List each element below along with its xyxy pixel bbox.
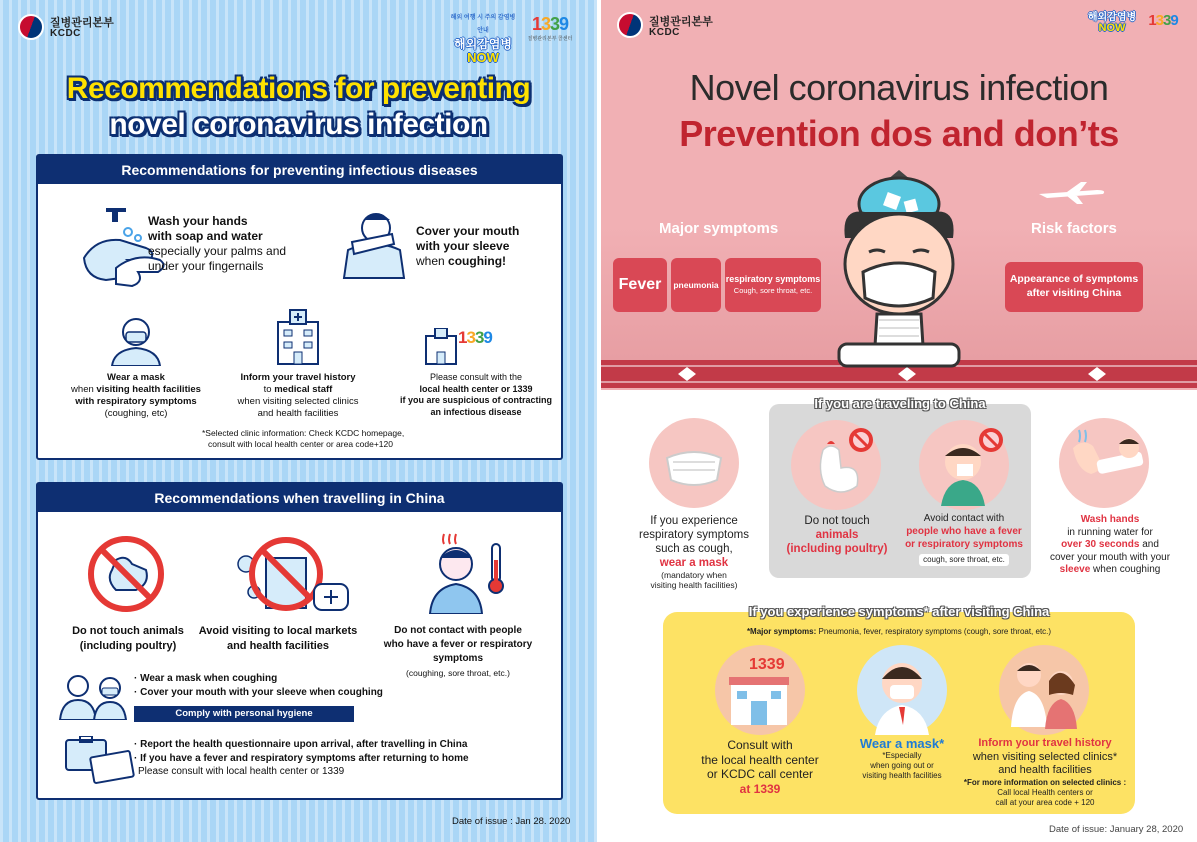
washing-hands-icon [1059, 418, 1149, 508]
campaign-logo-right: 해외감염병 NOW [1087, 12, 1137, 34]
hygiene-badge: Comply with personal hygiene recommendations [134, 706, 354, 722]
risk-factors-heading: Risk factors [1031, 220, 1117, 237]
passport-luggage-icon [62, 736, 138, 784]
clinic-icon [424, 328, 458, 366]
campaign-now: NOW [467, 50, 499, 65]
wash-hands-text: Wash your hands with soap and water especially your palms and under your fingernails [148, 214, 287, 273]
major-symptoms-heading: Major symptoms [659, 220, 779, 237]
wear-mask-advice: Wear a mask* *Especially when going out or visiting health facilities [859, 736, 945, 780]
campaign-name: 해외감염병 [454, 37, 512, 51]
avoid-markets-text: Avoid visiting to local markets and health facilities [198, 625, 358, 652]
call-center-circle [715, 645, 805, 735]
hospital-icon [270, 308, 326, 366]
org-name-ko: 질병관리본부 [50, 17, 114, 29]
wash-circle [1059, 418, 1149, 508]
cough-sleeve-icon [334, 208, 412, 280]
kcdc-logo-icon-right [617, 12, 643, 38]
call-center-advice: Consult with the local health center or KCDC call center at 1339 [701, 738, 819, 796]
health-center-icon [715, 645, 805, 735]
risk-factor-badge: Appearance of symptoms after visiting China [1005, 262, 1143, 312]
consult-text: Please consult with the local health center or 1339 if you are suspicious of contracting an infectious disease [399, 372, 553, 417]
panel-infectious-diseases [36, 154, 563, 460]
mask-text: Wear a mask when visiting health facilities with respiratory symptoms (coughing, etc) [71, 372, 201, 419]
hotline-number: 1339 [531, 14, 569, 34]
major-symptoms-note: *Major symptoms: Pneumonia, fever, respiratory symptoms (cough, sore throat, etc.) [746, 627, 1052, 636]
1339-sign-icon: 1339 [749, 656, 785, 673]
issue-date-left: Date of issue : Jan 28. 2020 [452, 816, 571, 827]
wash-hands-advice: Wash hands in running water for over 30 seconds and cover your mouth with your sleeve when coughing [1049, 514, 1171, 575]
page-title-line2: novel coronavirus infection [109, 108, 488, 141]
no-animals-advice: Do not touch animals (including poultry) [786, 515, 888, 555]
report-bullets: · Report the health questionnaire upon arrival, after travelling in China · If you have a fever and respiratory symptoms after returning to home Please consult with local health center or 1339 [134, 739, 469, 777]
issue-date-right: Date of issue: January 28, 2020 [1049, 824, 1184, 835]
org-name-en-right: KCDC [649, 27, 680, 38]
doctor-circle [999, 645, 1089, 735]
right-title-line1: Novel coronavirus infection [689, 67, 1109, 108]
hotline-logo-right: 1339 [1148, 12, 1178, 29]
sick-person-illustration [825, 168, 973, 372]
chicken-icon [791, 420, 881, 510]
airplane-icon [1037, 178, 1107, 206]
avoid-contact-advice: Avoid contact with people who have a fever or respiratory symptoms cough, sore throat, etc. [905, 513, 1023, 564]
no-markets-icon [230, 534, 356, 616]
campaign-small-text: 해외 여행 시 주의 감염병 안내 [450, 15, 516, 34]
contact-circle [919, 420, 1009, 510]
hotline-logo [522, 14, 578, 42]
right-poster [601, 0, 1197, 842]
fever-person-icon [426, 528, 512, 614]
hygiene-people-icon [58, 670, 134, 720]
mask-circle [649, 418, 739, 508]
fever-badge: Fever [613, 258, 667, 312]
mask-icon [649, 418, 739, 508]
doctor-patient-icon [999, 645, 1089, 735]
hotline-sub: 질병관리본부 콜센터 [527, 36, 573, 42]
mask-advice-text: If you experience respiratory symptoms such as cough, wear a mask (mandatory when visiting health facilities) [639, 515, 749, 590]
sneezing-person-icon [919, 420, 1009, 510]
no-poultry-icon [86, 534, 166, 614]
mask-person-icon [106, 314, 166, 366]
inform-travel-advice: Inform your travel history when visiting selected clinics* and health facilities *For more information on selected clinics : Call local Health centers or call at your area code + 120 [963, 737, 1127, 807]
org-name-ko-right: 질병관리본부 [649, 16, 713, 28]
no-animals-text: Do not touch animals (including poultry) [72, 625, 184, 652]
respiratory-badge: respiratory symptoms Cough, sore throat, etc. [725, 258, 821, 312]
hygiene-bullets: · Wear a mask when coughing · Cover your mouth with your sleeve when coughing [134, 673, 383, 698]
page-title-line1: Recommendations for preventing [66, 72, 531, 105]
clinic-note: *Selected clinic information: Check KCDC homepage, consult with local health center or area code+120 [202, 428, 405, 449]
right-title-line2: Prevention dos and don’ts [679, 113, 1119, 154]
cover-mouth-text: Cover your mouth with your sleeve when coughing! [416, 224, 520, 268]
panel1-heading: Recommendations for preventing infectious diseases [38, 156, 561, 184]
consult-1339-logo: 1339 [458, 328, 492, 347]
panel-travelling-china [36, 482, 563, 800]
after-visit-heading: If you experience symptoms* after visiting China [748, 604, 1050, 619]
travel-history-text: Inform your travel history to medical staff when visiting selected clinics and health facilities [237, 372, 359, 419]
poultry-circle [791, 420, 881, 510]
kcdc-logo-icon [18, 14, 44, 40]
org-name-en: KCDC [50, 28, 81, 39]
mask-circle-2 [857, 645, 947, 735]
left-poster [0, 0, 597, 842]
campaign-logo [450, 12, 516, 64]
panel2-heading: Recommendations when travelling in China [38, 484, 561, 512]
masked-person-icon [857, 645, 947, 735]
pneumonia-badge: pneumonia [671, 258, 721, 312]
china-travel-heading: If you are traveling to China [814, 396, 986, 411]
no-contact-text: Do not contact with people who have a fever or respiratory symptoms (coughing, sore throat, etc.) [383, 625, 533, 678]
